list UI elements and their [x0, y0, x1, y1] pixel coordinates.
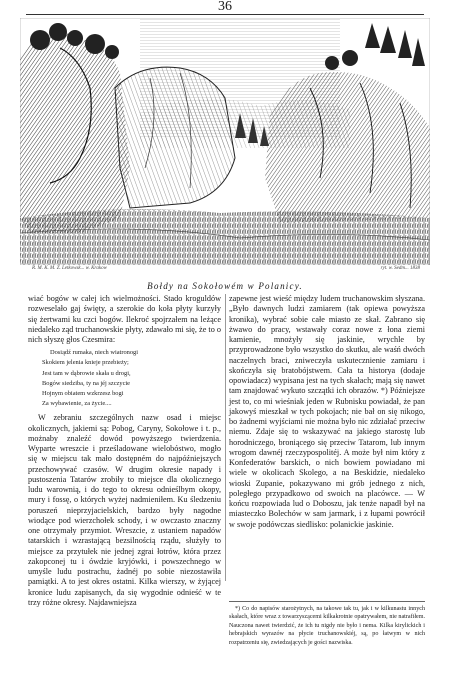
left-paragraph-1: wiać bogów w całej ich wielmożności. Stado kroguldów rozweselało gaj święty, a szerokie do koła płyty kurzyły się żertwami ku czci bogów. Ilekroć spojrzałem na leżące niedaleko ząd truchanowskie płyty, zdawało mi się, że to o nich słyszę głos Czesmira:	[28, 294, 221, 344]
poem-line: Za wybawienie, za życie....	[42, 400, 112, 408]
poem-line: Hojnym obiatem wzkrzesz bogi	[42, 390, 124, 398]
column-divider	[225, 294, 226, 581]
header-rule	[26, 14, 424, 15]
poem-line: Jest tam w dąbrowie skała u drogi,	[42, 369, 131, 377]
illustration-credit-left: R. M. K. M. Z. Letkowsk... w. Krakow	[32, 266, 107, 271]
footnote-text: *) Co do napisów starożytnych, na takowe tak tu, jak i w kilkunastu innych skałach, które wraz z towarzyszącemi kilkakrotnie opatrywałem, nie natrafiłem. Nauczona nawet twierdzić, że ich tu nigdy nie było i nema. Kilka kirylickich i hebrajskich wyrazów na płycie truchanowskiéj, są, po łatwym w nich rozpatrzeniu się, zwiedzających je gości nazwiska.	[229, 606, 425, 646]
poem-line: Skokiem jelenia knieje przebieży;	[42, 359, 129, 367]
right-paragraph-1: zapewne jest wieść między ludem truchanowskim słyszana. „Było dawnych ludzi zamiarem (tak opiewa powyższa kronika), wybrać sobie całe miasto ze skał. Zabrano się żwawo do pracy, wstawały coraz nowe z łona ziemi kamienie, mnożyły się jaskinie, wrychle by przyprowadzone było wszystko do skutku, ale waśń dwóch naczelnych braci, zniweczyła uskutecznienie zamiaru i skończyła się bratobójstwem. Cała ta historya (dodaje opowiadacz) wypisana jest na tych skałach; mają się nawet tam znajdować wykuto szczątki ich obrazów. *) Późniejsze jest to, co mi wieśniak jeden w Rubnisku powiadał, że pan jakowyś mieszkał w tych pokojach; nie bał on się nikogo, bo żadnemi wyjściami nie można było nic zdziałać przeciw niemu. Zdaje się to wskazywać na jakiego starostę lub horodniczego, broniącego się przeciw Tatarom, lub innym wrogom dawnéj rzeczypospolitéj. A może był nim który z Konfederatów barskich, o nich bowiem powiadano mi wiele w okolicach Skolego, a na Beskidzie, niedaleko wioski Zupanie, pokazywano mi grób jednego z nich, poległego przypadkowo od swoich na placówce. — W końcu rozpowiada lud o Doboszu, jak tenże napadł był na miasteczko Bolechów w sam jarmark, i z łupami powrócił w swoje podówczas siedlisko: polanickie jaskinie.	[229, 294, 425, 529]
right-column	[229, 294, 425, 530]
page-number: 36	[218, 0, 232, 14]
poem	[42, 348, 221, 409]
poem-line: Dosiądź rumaka, niech wiatronogi	[50, 349, 139, 357]
illustration-caption: Bołdy na Sokołowém w Polanicy.	[147, 281, 303, 291]
footnote	[229, 605, 425, 647]
left-column	[28, 294, 221, 608]
left-paragraph-2: W zebraniu szczególnych nazw osad i miejsc okolicznych, jakiemi są: Pobog, Caryny, Sokołowe i t. p., możnaby znaleźć dowód powyższego twierdzenia. Wyparte wreszcie i prześladowane wielobóstwo, mogło się w miejscu tak mało dostępném do najpóźniejszych przechowywać czasów. W drugim okresie napady i pustoszenia Tatarów zrobiły to miejsce dla okolicznego ludu warownią, i do tego to okresu odnieślbym okopy, mury i fossę, o których wyżej nadmieniłem. Ku śledzeniu poruszeń nieprzyjacielskich, bardzo były nagodne wiodące pod wierzchołek schody, i w owczasto znaczny one otrzymały przymiot. Wreszcie, z ustaniem napadów tatarskich i wzrastającą bezsilnością rządu, służyły to miejsce za przytułek nie jednej zgrai łotrów, która przez zakopconej tu i ówdzie kryjówki, i powszechnego w umyśle ludu postrachu, żadnéj po sobie niezostawiła pamiątki. A to jest okres ostatni. Kilka wierszy, w żyjącej kronice ludu zapisanych, da się wygodnie odnieść w te trzy różne okresy. Najdawniejsza	[28, 413, 221, 607]
engraving-illustration	[20, 18, 430, 265]
footnote-rule	[229, 601, 425, 602]
illustration-credit-right: ryt. w. Sedm... 1838	[380, 266, 420, 271]
poem-line: Bogów siedziba, ty na jéj szczycie	[42, 379, 131, 387]
